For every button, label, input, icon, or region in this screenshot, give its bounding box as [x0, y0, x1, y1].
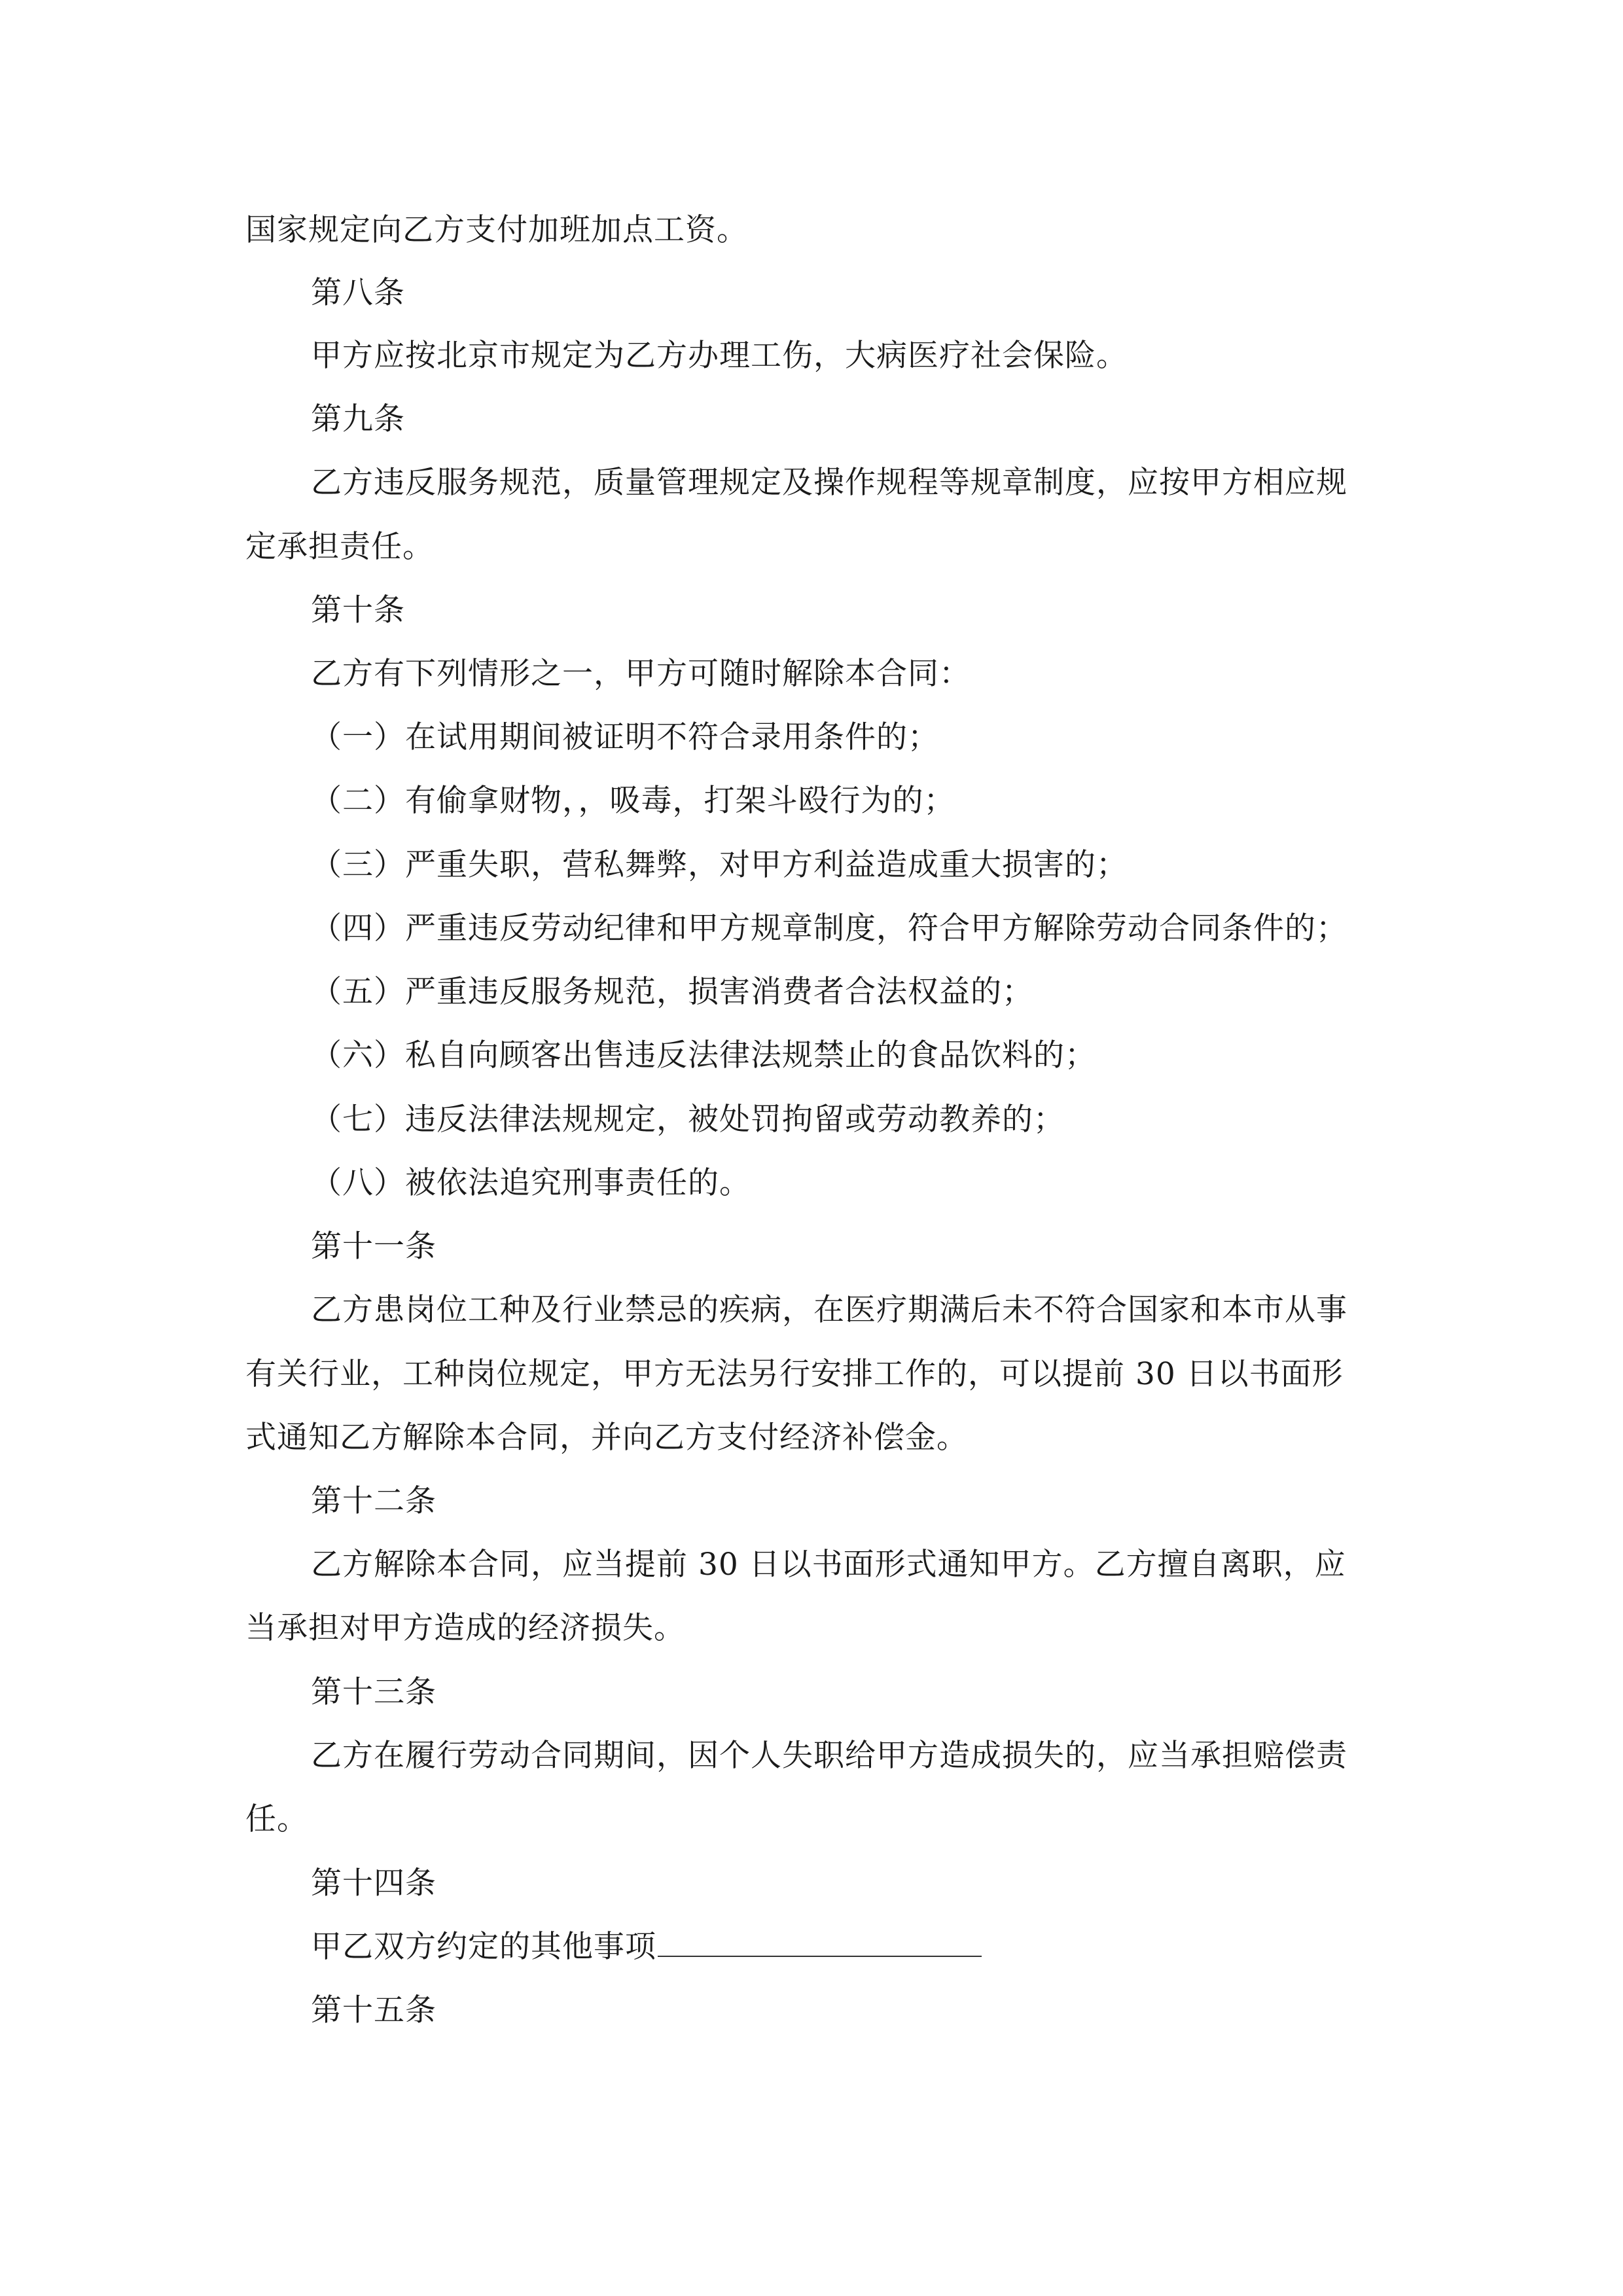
- list-item: （六）私自向顾客出售违反法律法规禁止的食品饮料的；: [311, 1037, 1096, 1073]
- text-line: 有关行业，工种岗位规定，甲方无法另行安排工作的，可以提前 30 日以书面形: [245, 1356, 1344, 1392]
- article-heading: 第十二条: [311, 1483, 437, 1519]
- article-heading: 第九条: [311, 401, 405, 437]
- text-line: 乙方在履行劳动合同期间，因个人失职给甲方造成损失的，应当承担赔偿责: [311, 1738, 1347, 1774]
- text-line: 乙方违反服务规范，质量管理规定及操作规程等规章制度，应按甲方相应规: [311, 465, 1347, 501]
- list-item: （三）严重失职，营私舞弊，对甲方利益造成重大损害的；: [311, 847, 1128, 883]
- text-line: 当承担对甲方造成的经济损失。: [245, 1610, 685, 1646]
- list-item: （八）被依法追究刑事责任的。: [311, 1165, 751, 1201]
- list-item: （七）违反法律法规规定，被处罚拘留或劳动教养的；: [311, 1102, 1065, 1138]
- text-line: 乙方有下列情形之一，甲方可随时解除本合同：: [311, 656, 971, 692]
- text-line: 任。: [245, 1801, 308, 1837]
- article-heading: 第八条: [311, 275, 405, 311]
- list-item: （四）严重违反劳动纪律和甲方规章制度，符合甲方解除劳动合同条件的；: [311, 910, 1347, 946]
- text-line: 国家规定向乙方支付加班加点工资。: [245, 212, 748, 248]
- text-line: 乙方解除本合同，应当提前 30 日以书面形式通知甲方。乙方擅自离职，应: [311, 1547, 1346, 1583]
- other-matters-label: 甲乙双方约定的其他事项: [311, 1929, 656, 1965]
- article-heading: 第十一条: [311, 1229, 437, 1265]
- text-line: 甲方应按北京市规定为乙方办理工伤，大病医疗社会保险。: [311, 338, 1128, 374]
- other-matters-line: [311, 1928, 982, 1967]
- list-item: （一）在试用期间被证明不符合录用条件的；: [311, 719, 939, 755]
- list-item: （二）有偷拿财物，，吸毒，打架斗殴行为的；: [311, 783, 955, 819]
- text-line: 乙方患岗位工种及行业禁忌的疾病，在医疗期满后未不符合国家和本市从事: [311, 1292, 1347, 1328]
- text-line: 式通知乙方解除本合同，并向乙方支付经济补偿金。: [245, 1420, 968, 1456]
- text-line: 定承担责任。: [245, 529, 434, 565]
- fill-in-blank: [658, 1929, 982, 1957]
- article-heading: 第十三条: [311, 1674, 437, 1710]
- list-item: （五）严重违反服务规范，损害消费者合法权益的；: [311, 974, 1033, 1010]
- article-heading: 第十条: [311, 592, 405, 628]
- article-heading: 第十四条: [311, 1865, 437, 1901]
- article-heading: 第十五条: [311, 1992, 437, 2028]
